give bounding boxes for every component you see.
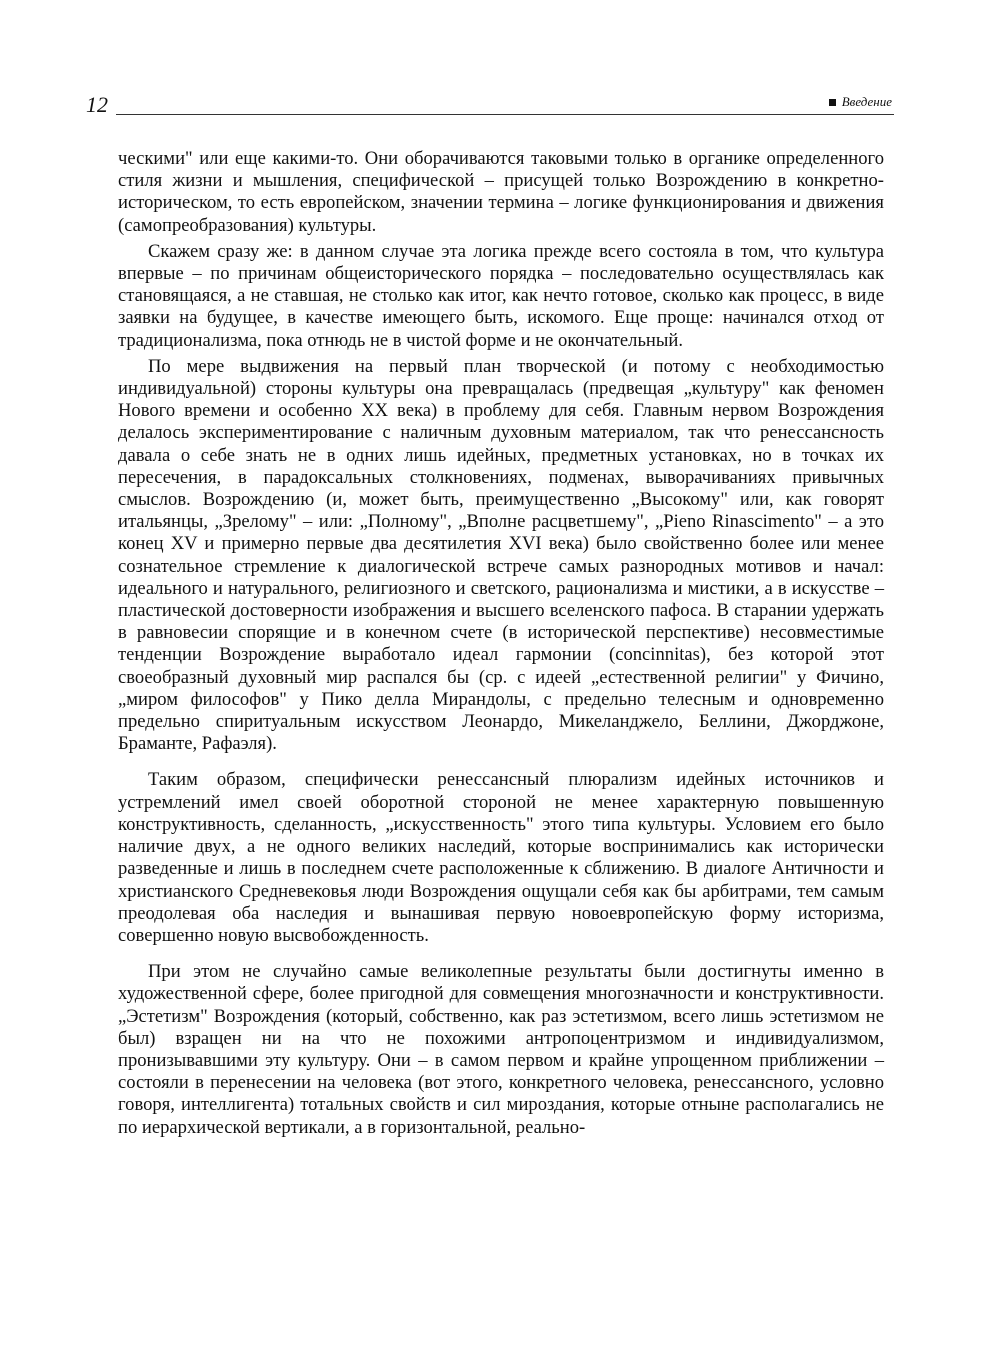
page-number: 12 <box>86 92 108 117</box>
paragraph: При этом не случайно самые великолепные результаты были достигнуты именно в художественной сфере, более пригодной для совмещения многозначности и конструктивности. „Эстетизм" Возрождения (который, собственно, как раз эстетизмом, всего лишь эстетизмом не был) взращен ни на что не похожими антропоцентризмом и индивидуализмом, пронизывавшими эту культуру. Они – в самом первом и крайне упрощенном приближении – состояли в перенесении на человека (вот этого, конкретного человека, ренессансного, условно говоря, интеллигента) тотальных свойств и сил мироздания, которые отныне располагались не по иерархической вертикали, а в горизонтальной, реально- <box>118 961 884 1138</box>
paragraph: ческими" или еще какими-то. Они оборачиваются таковыми только в органике определенного стиля жизни и мышления, специфической – присущей только Возрождению в конкретно-историческом, то есть европейском, значении термина – логике функционирования и движения (самопреобразования) культуры. <box>118 148 884 236</box>
paragraph: Таким образом, специфически ренессансный плюрализм идейных источников и устремлений имел своей оборотной стороной не менее характерную повышенную конструктивность, сделанность, „искусственность" этого типа культуры. Условием его было наличие двух, а не одного великих наследий, которые воспринимались как исторически разведенные и лишь в последнем счете расположенные к сближению. В диалоге Античности и христианского Средневековья люди Возрождения ощущали себя как бы арбитрами, тем самым преодолевая оба наследия и вынашивая первую новоевропейскую форму историзма, совершенно новую высвобожденность. <box>118 769 884 946</box>
section-title: Введение <box>841 94 892 109</box>
header-rule <box>116 114 894 115</box>
body-text <box>118 148 884 1143</box>
paragraph: По мере выдвижения на первый план творческой (и потому с необходимостью индивидуальной) стороны культуры она превращалась (предвещая „культуру" как феномен Нового времени и особенно XX века) в проблему для себя. Главным нервом Возрождения делалось экспериментирование с наличным духовным материалом, так что ренессансность давала о себе знать не в одних лишь идейных, предметных установках, но в точках их пересечения, в парадоксальных столкновениях, подменах, выворачиваниях привычных смыслов. Возрождению (и, может быть, преимущественно „Высокому" или, как говорят итальянцы, „Зрелому" – или: „Полному", „Вполне расцветшему", „Pieno Rinascimento" – а это конец XV и примерно первые два десятилетия XVI века) было свойственно более или менее сознательное стремление к диалогической встрече самых разнородных мотивов и начал: идеального и натурального, религиозного и светского, рационализма и мистики, а в искусстве – пластической достоверности изображения и высшего вселенского пафоса. В старании удержать в равновесии спорящие и в конечном счете (в исторической перспективе) несовместимые тенденции Возрождение выработало идеал гармонии (concinnitas), без которой этот своеобразный духовный мир распался бы (ср. с идеей „естественной религии" у Фичино, „миром философов" у Пико делла Мирандолы, с предельно телесным и одновременно предельно спиритуальным искусством Леонардо, Микеланджело, Беллини, Джорджоне, Браманте, Рафаэля). <box>118 355 884 755</box>
section-heading <box>829 94 892 110</box>
paragraph: Скажем сразу же: в данном случае эта логика прежде всего состояла в том, что культура впервые – по причинам общеисторического порядка – последовательно осуществлялась как становящаяся, а не ставшая, не столько как итог, как нечто готовое, сколько как процесс, в виде заявки на будущее, в качестве имеющего быть, искомого. Еще проще: начинался отход от традиционализма, пока отнюдь не в чистой форме и не окончательный. <box>118 240 884 351</box>
running-header <box>86 90 894 120</box>
square-bullet-icon <box>829 99 836 106</box>
